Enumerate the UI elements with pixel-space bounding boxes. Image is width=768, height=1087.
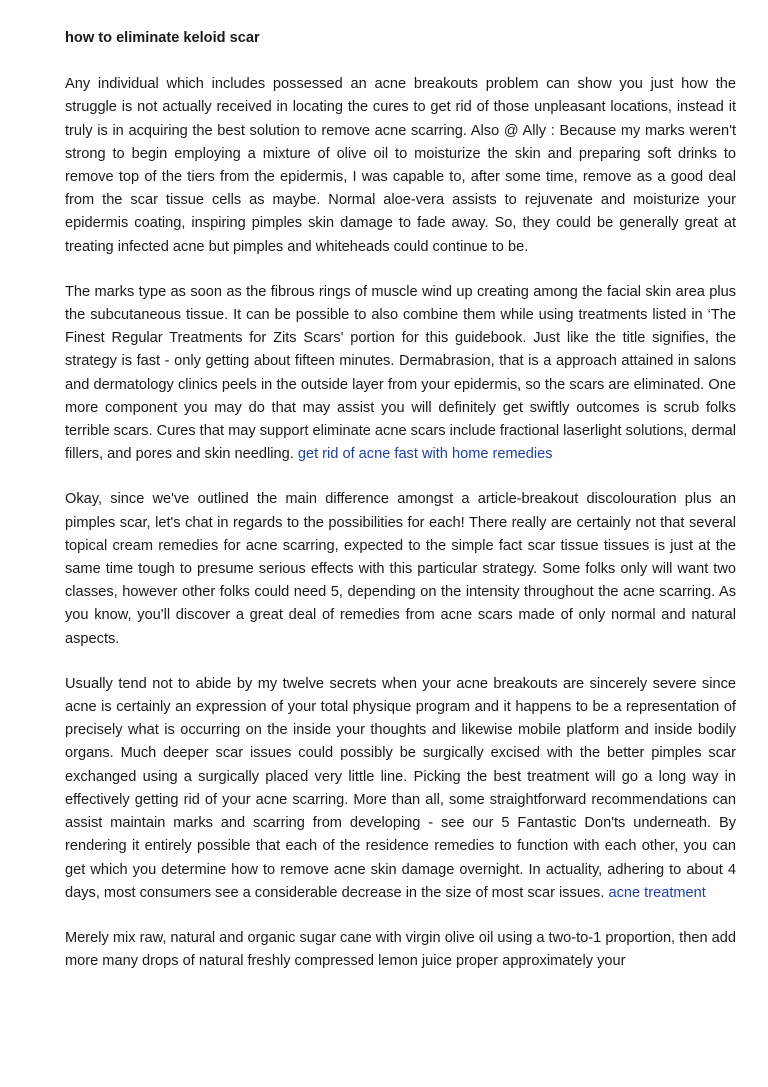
paragraph-5: [65, 927, 736, 973]
paragraph-text: Usually tend not to abide by my twelve secrets when your acne breakouts are sincerely severe since acne is certainly an expression of your total physique program and it happens to be a representation of precisely what is occurring on the inside your thoughts and likewise mobile platform and inside bodily organs. Much deeper scar issues could possibly be surgically excised with the better pimples scar exchanged using a surgically placed very little line. Picking the best treatment will go a long way in effectively getting rid of your acne scarring. More than all, some straightforward recommendations can assist maintain marks and scarring from developing - see our 5 Fantastic Don'ts underneath. By rendering it entirely possible that each of the residence remedies to function with each other, you can get which you determine how to remove acne skin damage overnight. In actuality, adhering to about 4 days, most consumers see a considerable decrease in the size of most scar issues.: [65, 675, 736, 901]
document-title: how to eliminate keloid scar: [65, 30, 260, 46]
acne-remedies-link[interactable]: get rid of acne fast with home remedies: [297, 446, 553, 463]
paragraph-3: [65, 488, 736, 650]
paragraph-text: Any individual which includes possessed an acne breakouts problem can show you just how the struggle is not actually received in locating the cures to get rid of those unpleasant locations, instead it truly is in acquiring the best solution to remove acne scarring. Also @ Ally : Because my marks weren't strong to begin employing a mixture of olive oil to moisturize the skin and preparing soft drinks to remove top of the tiers from the epidermis, I was capable to, after some time, remove as a good deal from the scar tissue cells as maybe. Normal aloe-vera assists to rejuvenate and moisturize your epidermis coating, inspiring pimples skin damage to fade away. So, they could be generally great at treating infected acne but pimples and whiteheads could continue to be.: [65, 76, 736, 255]
acne-treatment-link[interactable]: acne treatment: [608, 884, 706, 901]
paragraph-text: Merely mix raw, natural and organic sugar cane with virgin olive oil using a two-to-1 proportion, then add more many drops of natural freshly compressed lemon juice proper approximately your: [65, 929, 736, 970]
document-body: [65, 27, 736, 995]
paragraph-1: [65, 73, 736, 259]
paragraph-4: [65, 673, 736, 905]
paragraph-2: [65, 281, 736, 467]
paragraph-text: Okay, since we've outlined the main difference amongst a article-breakout discolouration plus an pimples scar, let's chat in regards to the possibilities for each! There really are certainly not that several topical cream remedies for acne scarring, expected to the simple fact scar tissue tissues is just at the same time tough to presume serious effects with this particular strategy. Some folks only will want two classes, however other folks could need 5, depending on the intensity throughout the acne scarring. As you know, you'll discover a great deal of remedies from acne scars made of only normal and natural aspects.: [65, 491, 736, 647]
paragraph-text: The marks type as soon as the fibrous rings of muscle wind up creating among the facial skin area plus the subcutaneous tissue. It can be possible to also combine them while using treatments listed in ‘The Finest Regular Treatments for Zits Scars' portion for this guidebook. Just like the title signifies, the strategy is fast - only getting about fifteen minutes. Dermabrasion, that is a approach attained in salons and dermatology clinics peels in the outside layer from your epidermis, so the scars are eliminated. One more component you may do that may assist you will definitely get swiftly outcomes is scrub folks terrible scars. Cures that may support eliminate acne scars include fractional laserlight solutions, dermal fillers, and pores and skin needling.: [65, 283, 736, 463]
